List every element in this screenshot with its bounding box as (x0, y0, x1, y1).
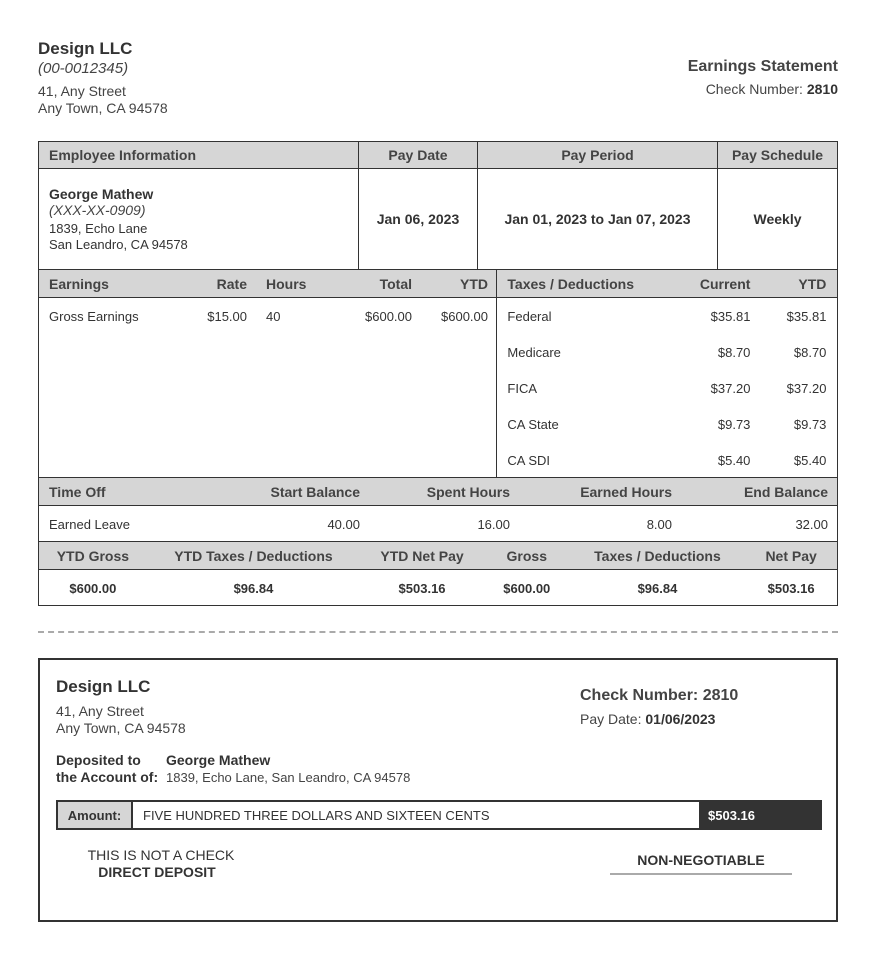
header-earnings-ytd: YTD (460, 275, 488, 292)
earnings-header-row (39, 270, 496, 298)
time-off-earned: 8.00 (646, 516, 672, 532)
employee-ssn: (XXX-XX-0909) (49, 201, 146, 218)
tax-row (497, 298, 837, 334)
pay-date-label: Pay Date: (580, 711, 642, 727)
check-number: Check Number: 2810 (580, 687, 739, 704)
earning-rate: $15.00 (207, 308, 247, 324)
check-number-label: Check Number: (705, 81, 803, 97)
statement-title: Earnings Statement (687, 58, 838, 75)
header-ytd-net-pay: YTD Net Pay (380, 547, 464, 564)
direct-deposit-label: DIRECT DEPOSIT (98, 864, 216, 880)
deposit-check (38, 658, 838, 922)
gross-value: $600.00 (503, 580, 551, 596)
tax-current: $5.40 (717, 452, 751, 468)
header-employee-information: Employee Information (39, 142, 359, 168)
tax-ytd: $8.70 (793, 344, 827, 360)
header-taxes-deductions: Taxes / Deductions (507, 275, 634, 292)
tax-current: $9.73 (717, 416, 751, 432)
header-hours: Hours (266, 275, 307, 292)
header-taxes-ytd: YTD (798, 275, 827, 292)
tax-ytd: $5.40 (793, 452, 827, 468)
time-off-end: 32.00 (795, 516, 828, 532)
payee-address: 1839, Echo Lane, San Leandro, CA 94578 (166, 770, 411, 785)
deposited-label-line1: Deposited to (56, 752, 141, 768)
header-end-balance: End Balance (743, 483, 828, 500)
tax-name: CA SDI (507, 452, 551, 468)
header-pay-date: Pay Date (359, 142, 478, 168)
amount-label: Amount: (58, 802, 133, 828)
tax-ytd: $35.81 (786, 308, 827, 324)
employee-address (49, 221, 188, 253)
non-negotiable-label: NON-NEGOTIABLE (610, 852, 792, 875)
taxes-header-row (497, 270, 837, 298)
taxes-table (497, 270, 837, 477)
tax-name: CA State (507, 416, 559, 432)
ytd-net-pay-value: $503.16 (398, 580, 446, 596)
tax-row (497, 334, 837, 370)
tax-current: $8.70 (717, 344, 751, 360)
check-number-value: 2810 (806, 81, 838, 97)
header-current: Current (699, 275, 751, 292)
earnings-table (39, 270, 497, 477)
not-a-check-notice: THIS IS NOT A CHECK (87, 847, 235, 863)
header-earnings: Earnings (49, 275, 109, 292)
check-company-name: Design LLC (56, 677, 151, 696)
statement-check-number (706, 81, 838, 97)
pay-date-value: Jan 06, 2023 (359, 169, 478, 269)
tax-name: FICA (507, 380, 538, 396)
time-off-name: Earned Leave (49, 516, 130, 532)
tax-ytd: $9.73 (793, 416, 827, 432)
info-body-row (39, 169, 837, 269)
header-earned-hours: Earned Hours (580, 483, 672, 500)
pay-summary-table (38, 541, 838, 606)
ytd-gross-value: $600.00 (69, 580, 117, 596)
check-company-address (56, 703, 186, 737)
check-pay-date (580, 711, 715, 727)
pay-period-value: Jan 01, 2023 to Jan 07, 2023 (478, 169, 718, 269)
employee-address-line1: 1839, Echo Lane (49, 220, 148, 236)
header-time-off: Time Off (49, 483, 106, 500)
company-id: (00-0012345) (38, 60, 129, 77)
employee-details (39, 169, 359, 269)
header-rate: Rate (216, 275, 247, 292)
employee-address-line2: San Leandro, CA 94578 (49, 236, 188, 252)
header-pay-schedule: Pay Schedule (731, 147, 824, 163)
check-address-line2: Any Town, CA 94578 (56, 720, 186, 736)
summary-header-row (39, 542, 837, 570)
earning-ytd: $600.00 (441, 308, 488, 324)
earnings-taxes-section (38, 269, 838, 478)
taxes-value: $96.84 (637, 580, 678, 596)
tax-row (497, 406, 837, 442)
payee-name: George Mathew (166, 752, 271, 768)
header-ytd-taxes: YTD Taxes / Deductions (174, 547, 333, 564)
time-off-row (39, 506, 837, 542)
earning-total: $600.00 (365, 308, 412, 324)
header-total: Total (379, 275, 412, 292)
company-name: Design LLC (38, 39, 133, 58)
time-off-spent: 16.00 (477, 516, 510, 532)
earning-name: Gross Earnings (49, 308, 139, 324)
company-address-line1: 41, Any Street (38, 83, 126, 99)
tax-name: Medicare (507, 344, 561, 360)
employee-info-table (38, 141, 838, 270)
tax-ytd: $37.20 (786, 380, 827, 396)
tax-row (497, 370, 837, 406)
tax-current: $37.20 (710, 380, 751, 396)
tax-name: Federal (507, 308, 552, 324)
pay-date-value: 01/06/2023 (645, 711, 716, 727)
employee-name: George Mathew (49, 185, 154, 202)
header-spent-hours: Spent Hours (426, 483, 510, 500)
tax-current: $35.81 (710, 308, 751, 324)
tear-line-divider (38, 631, 838, 633)
info-header-row (39, 142, 837, 169)
header-pay-period: Pay Period (478, 142, 718, 168)
amount-words: FIVE HUNDRED THREE DOLLARS AND SIXTEEN CENTS (143, 807, 490, 823)
header-net-pay: Net Pay (765, 547, 817, 564)
summary-values-row (39, 570, 837, 606)
earning-hours: 40 (266, 308, 281, 324)
header-taxes: Taxes / Deductions (594, 547, 721, 564)
deposited-label (56, 752, 158, 786)
time-off-table (38, 477, 838, 542)
pay-schedule-value: Weekly (753, 211, 802, 227)
time-off-header-row (39, 478, 837, 506)
header-start-balance: Start Balance (270, 483, 360, 500)
tax-row (497, 442, 837, 478)
amount-box (56, 800, 822, 830)
amount-value: $503.16 (699, 802, 820, 828)
company-address-line2: Any Town, CA 94578 (38, 100, 168, 116)
company-address (38, 83, 168, 117)
ytd-taxes-value: $96.84 (233, 580, 274, 596)
check-address-line1: 41, Any Street (56, 703, 144, 719)
earnings-row (39, 298, 496, 334)
time-off-start: 40.00 (327, 516, 360, 532)
header-gross: Gross (506, 547, 548, 564)
deposited-label-line2: the Account of: (56, 769, 159, 785)
header-ytd-gross: YTD Gross (56, 547, 130, 564)
net-pay-value: $503.16 (767, 580, 815, 596)
